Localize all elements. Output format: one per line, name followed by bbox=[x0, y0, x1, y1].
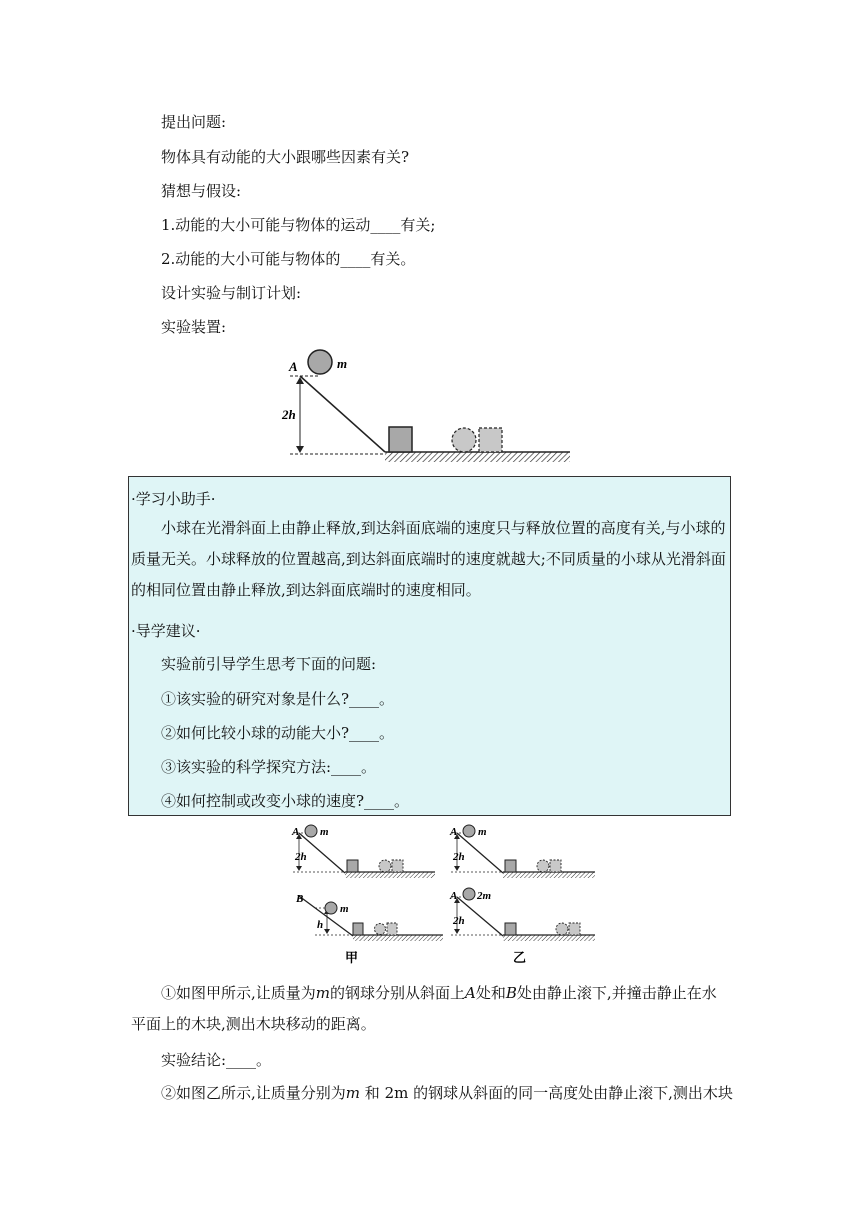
svg-text:2h: 2h bbox=[453, 851, 465, 863]
svg-text:2h: 2h bbox=[453, 915, 465, 927]
caption-yi: 乙 bbox=[513, 950, 527, 965]
guide-question-4: ④如何控制或改变小球的速度?____。 bbox=[161, 792, 410, 810]
label-2h: 2h bbox=[282, 407, 296, 422]
paragraph-experiment-2: ②如图乙所示,让质量分别为m 和 2m 的钢球从斜面的同一高度处由静止滚下,测出木块 bbox=[161, 1084, 733, 1102]
wood-block bbox=[389, 427, 412, 452]
svg-text:h: h bbox=[317, 919, 324, 931]
comparison-figures bbox=[285, 820, 605, 968]
svg-text:m: m bbox=[340, 903, 349, 915]
figure-yi-bottom bbox=[449, 888, 595, 941]
text-hypothesis-1: 1.动能的大小可能与物体的运动____有关; bbox=[161, 216, 436, 234]
text-apparatus-title: 实验装置: bbox=[161, 318, 227, 336]
label-A: A bbox=[289, 359, 298, 374]
label-m: m bbox=[337, 356, 348, 371]
svg-text:2h: 2h bbox=[295, 851, 307, 863]
svg-text:m: m bbox=[478, 826, 487, 838]
paragraph-experiment-1: ①如图甲所示,让质量为m的钢球分别从斜面上A处和B处由静止滚下,并撞击静止在水平面上的木块,测出木块移动的距离。 bbox=[131, 984, 717, 1033]
guide-question-2: ②如何比较小球的动能大小?____。 bbox=[161, 724, 395, 742]
svg-text:m: m bbox=[320, 826, 329, 838]
guide-title: ·导学建议· bbox=[131, 622, 201, 640]
wood-block-dashed bbox=[479, 428, 502, 452]
guide-question-3: ③该实验的科学探究方法:____。 bbox=[161, 758, 377, 776]
svg-text:2m: 2m bbox=[477, 890, 492, 902]
helper-box bbox=[128, 476, 731, 816]
svg-text:A: A bbox=[292, 826, 300, 838]
text-design-title: 设计实验与制订计划: bbox=[161, 284, 302, 302]
text-question: 物体具有动能的大小跟哪些因素有关? bbox=[161, 148, 410, 166]
figure-jia-top bbox=[291, 825, 435, 878]
svg-text:A: A bbox=[450, 890, 458, 902]
ball-dashed bbox=[452, 428, 476, 452]
apparatus-figure bbox=[280, 344, 580, 468]
figure-jia-bottom bbox=[295, 893, 443, 941]
text-hypothesis-2: 2.动能的大小可能与物体的____有关。 bbox=[161, 250, 416, 268]
guide-intro: 实验前引导学生思考下面的问题: bbox=[161, 655, 377, 673]
text-hypothesis-title: 猜想与假设: bbox=[161, 182, 242, 200]
helper-paragraph: 小球在光滑斜面上由静止释放,到达斜面底端的速度只与释放位置的高度有关,与小球的质量无关。小球释放的位置越高,到达斜面底端时的速度就越大;不同质量的小球从光滑斜面的相同位置由静止释放,到达斜面底端时的速度相同。 bbox=[131, 519, 726, 599]
helper-title: ·学习小助手· bbox=[131, 490, 216, 508]
guide-question-1: ①该实验的研究对象是什么?____。 bbox=[161, 690, 395, 708]
text-conclusion: 实验结论:____。 bbox=[161, 1051, 272, 1069]
figure-yi-top bbox=[449, 825, 595, 878]
svg-text:A: A bbox=[450, 826, 458, 838]
caption-jia: 甲 bbox=[345, 950, 359, 965]
ball bbox=[308, 350, 332, 374]
text-ask-question: 提出问题: bbox=[161, 113, 227, 131]
svg-text:B: B bbox=[296, 893, 304, 905]
